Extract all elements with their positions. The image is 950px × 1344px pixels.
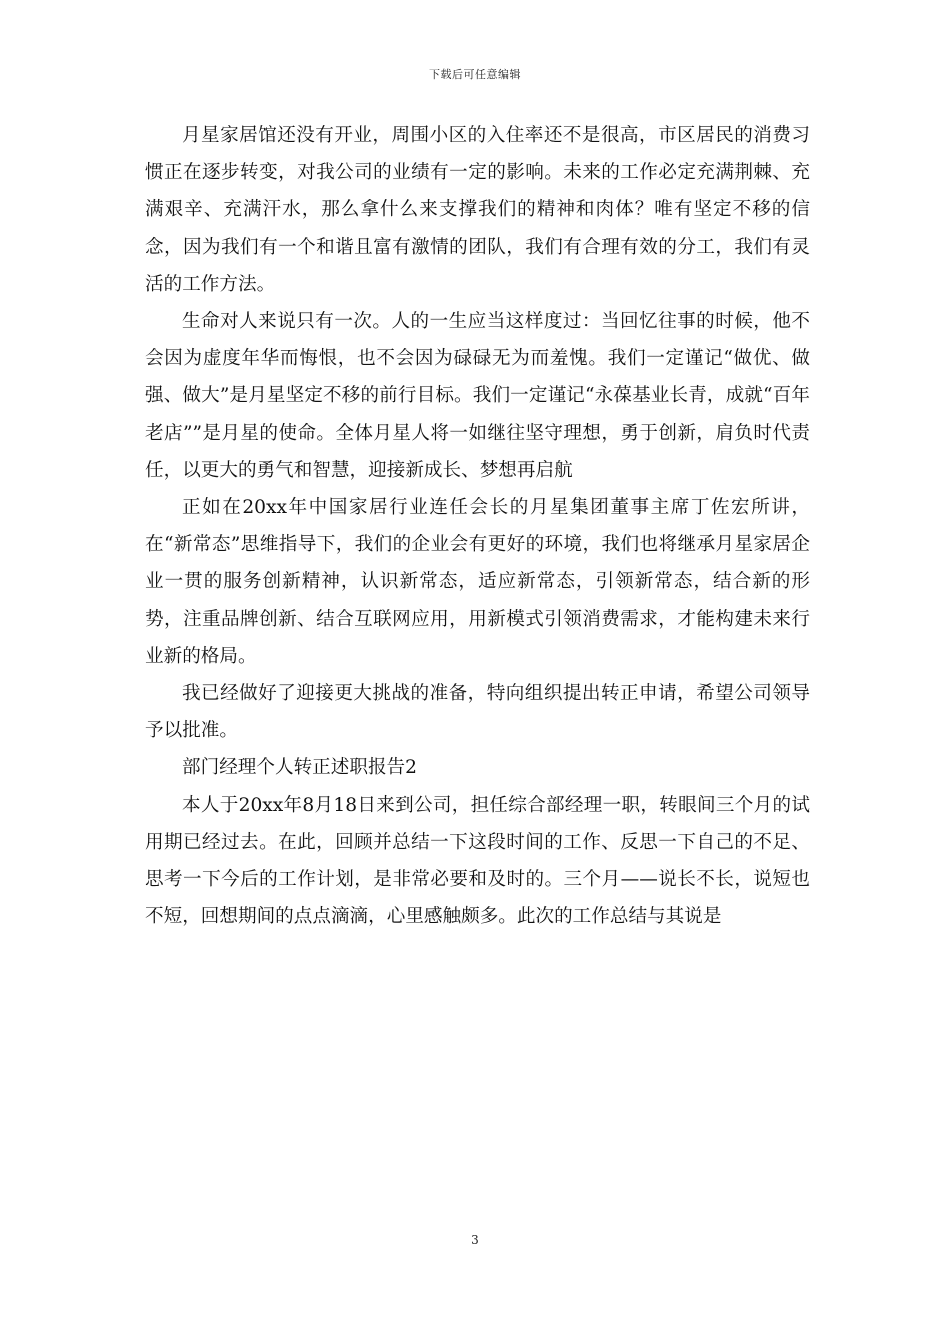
- page-header: 下载后可任意编辑: [429, 68, 521, 81]
- document-body: [145, 117, 810, 935]
- paragraph-business-outlook: 月星家居馆还没有开业，周围小区的入住率还不是很高，市区居民的消费习惯正在逐步转变，对我公司的业绩有一定的影响。未来的工作必定充满荆棘、充满艰辛、充满汗水，那么拿什么来支撑我们的精神和肉体？唯有坚定不移的信念，因为我们有一个和谐且富有激情的团队，我们有合理有效的分工，我们有灵活的工作方法。: [145, 125, 810, 295]
- paragraph-mission: 生命对人来说只有一次。人的一生应当这样度过：当回忆往事的时候，他不会因为虚度年华而悔恨，也不会因为碌碌无为而羞愧。我们一定谨记“做优、做强、做大”是月星坚定不移的前行目标。我们一定谨记“永葆基业长青，成就“百年老店””是月星的使命。全体月星人将一如继往坚守理想，勇于创新，肩负时代责任，以更大的勇气和智慧，迎接新成长、梦想再启航: [145, 311, 810, 481]
- section-title: 部门经理个人转正述职报告2: [182, 757, 417, 779]
- paragraph-new-normal: 正如在20xx年中国家居行业连任会长的月星集团董事主席丁佐宏所讲，在“新常态”思维指导下，我们的企业会有更好的环境，我们也将继承月星家居企业一贯的服务创新精神，认识新常态，适应新常态，引领新常态，结合新的形势，注重品牌创新、结合互联网应用，用新模式引领消费需求，才能构建未来行业新的格局。: [145, 497, 810, 667]
- paragraph-report-intro: 本人于20xx年8月18日来到公司，担任综合部经理一职，转眼间三个月的试用期已经过去。在此，回顾并总结一下这段时间的工作、反思一下自己的不足、思考一下今后的工作计划，是非常必要和及时的。三个月——说长不长，说短也不短，回想期间的点点滴滴，心里感触颇多。此次的工作总结与其说是: [145, 794, 810, 928]
- page-number: 3: [471, 1233, 479, 1247]
- paragraph-application: 我已经做好了迎接更大挑战的准备，特向组织提出转正申请，希望公司领导予以批准。: [145, 683, 810, 742]
